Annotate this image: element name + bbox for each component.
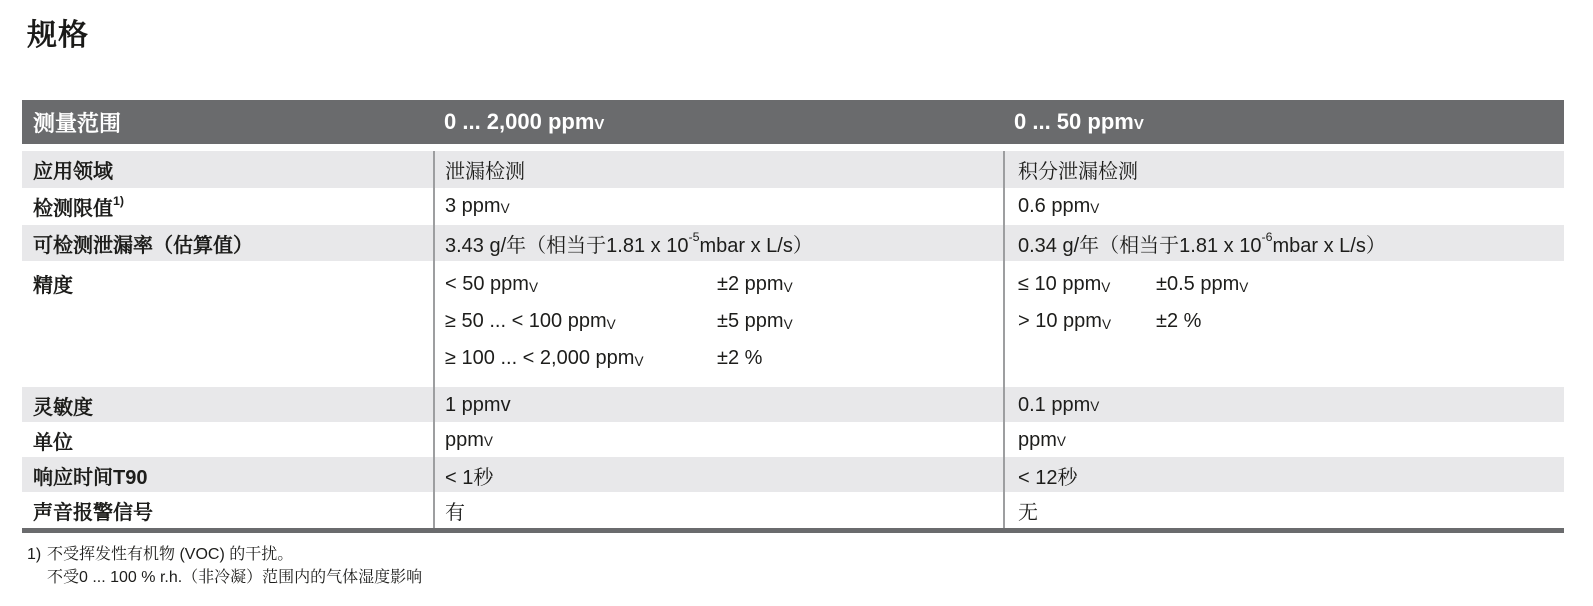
accuracy-line (1018, 303, 1564, 340)
cell-value: 0.34 g/年（相当于1.81 x 10 $^{-6}$ mbar x L/s） (1003, 225, 1564, 261)
row-label: 可检测泄漏率（估算值） (33, 234, 253, 257)
cell-value: 0.1 ppm $_V$ (1003, 387, 1564, 423)
row-label: 精度 (33, 275, 73, 297)
table-row-unit (22, 422, 1564, 457)
cell-value: < 1秒 (433, 457, 1003, 493)
table-row-response-time (22, 457, 1564, 492)
cell-value: 1 ppmv (433, 387, 1003, 423)
accuracy-line (445, 266, 1003, 303)
cell-value: 积分泄漏检测 (1003, 151, 1564, 188)
cell-value: 无 (1003, 492, 1564, 528)
header-range-2000ppm: 0 ... 2,000 ppm $_V$ (444, 109, 605, 134)
specification-table (22, 100, 1564, 533)
table-row-accuracy (22, 261, 1564, 387)
cell-value: 有 (433, 492, 1003, 528)
cell-accuracy-50ppm (1003, 261, 1564, 387)
table-header-row (22, 100, 1564, 144)
accuracy-line (1018, 266, 1564, 303)
footnote-line-1: 不受挥发性有机物 (VOC) 的干扰。 (47, 546, 294, 563)
accuracy-range: ≤ 10 ppm$_V$ (1018, 273, 1111, 296)
cell-value: 0.6 ppm $_V$ (1003, 188, 1564, 225)
row-label: 应用领域 (33, 161, 113, 183)
accuracy-value: ±5 ppm$_V$ (717, 310, 793, 333)
cell-value: 泄漏检测 (433, 151, 1003, 188)
accuracy-value: ±2 % (717, 347, 763, 369)
accuracy-value: ±0.5 ppm$_V$ (1156, 273, 1249, 296)
accuracy-range: < 50 ppm$_V$ (445, 273, 539, 296)
footnote (27, 543, 422, 589)
table-bottom-border (22, 528, 1564, 533)
table-row-application (22, 151, 1564, 188)
table-row-detection-limit (22, 188, 1564, 225)
row-label: 声音报警信号 (33, 501, 153, 524)
accuracy-value: ±2 % (1156, 310, 1202, 332)
footnote-marker: 1) (27, 546, 42, 563)
table-row-audio-alarm (22, 492, 1564, 528)
accuracy-range: ≥ 100 ... < 2,000 ppm$_V$ (445, 347, 644, 370)
footnote-line-2: 不受0 ... 100 % r.h.（非冷凝）范围内的气体湿度影响 (47, 569, 423, 586)
table-body (22, 151, 1564, 533)
cell-value: 3 ppm $_V$ (433, 188, 1003, 225)
cell-value: ppm $_V$ (433, 422, 1003, 458)
header-measuring-range: 测量范围 (33, 110, 122, 136)
accuracy-value: ±2 ppm$_V$ (717, 273, 793, 296)
accuracy-line (445, 303, 1003, 340)
cell-value: ppm $_V$ (1003, 422, 1564, 458)
row-label: 灵敏度 (33, 396, 93, 419)
cell-value: 3.43 g/年（相当于1.81 x 10 $^{-5}$ mbar x L/s） (433, 225, 1003, 261)
accuracy-range: ≥ 50 ... < 100 ppm$_V$ (445, 310, 616, 333)
table-row-detectable-leak-rate (22, 225, 1564, 261)
header-range-50ppm: 0 ... 50 ppm $_V$ (1014, 109, 1144, 134)
row-label: 检测限值 $^{1)}$ (33, 193, 125, 220)
cell-value: < 12秒 (1003, 457, 1564, 493)
accuracy-range: > 10 ppm$_V$ (1018, 310, 1112, 333)
cell-accuracy-2000ppm (433, 261, 1003, 387)
accuracy-line (445, 340, 1003, 377)
row-label: 单位 (33, 431, 73, 454)
row-label: 响应时间T90 (33, 466, 148, 489)
table-row-sensitivity (22, 387, 1564, 422)
page-title: 规格 (27, 19, 89, 52)
